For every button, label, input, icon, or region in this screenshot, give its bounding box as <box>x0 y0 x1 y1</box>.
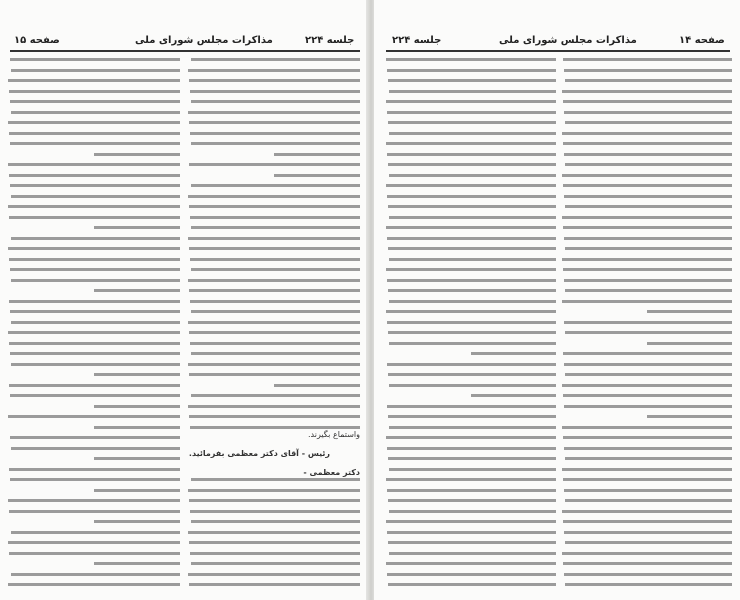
text-line <box>388 121 556 124</box>
text-line <box>388 457 556 460</box>
text-line <box>562 174 732 177</box>
text-line <box>188 363 360 366</box>
speaker-line: رئیس - آقای دکتر معظمی بفرمائید. <box>188 449 330 458</box>
text-line <box>190 552 360 555</box>
text-line <box>562 384 732 387</box>
text-line <box>190 342 360 345</box>
text-column <box>562 56 732 591</box>
text-line <box>11 279 180 282</box>
text-line <box>10 100 180 103</box>
text-line <box>190 426 360 429</box>
text-line <box>386 142 556 145</box>
text-line <box>9 300 180 303</box>
text-line <box>189 583 360 586</box>
text-line <box>274 153 360 156</box>
text-line <box>647 310 732 313</box>
text-line <box>565 289 732 292</box>
text-line <box>189 541 360 544</box>
text-line <box>189 121 360 124</box>
text-line <box>189 289 360 292</box>
text-line <box>8 541 180 544</box>
text-line <box>387 111 556 114</box>
text-line <box>387 279 556 282</box>
text-line <box>387 237 556 240</box>
text-line <box>190 300 360 303</box>
text-line <box>10 352 180 355</box>
text-line <box>388 205 556 208</box>
text-line <box>94 289 180 292</box>
text-line <box>188 279 360 282</box>
text-line <box>189 163 360 166</box>
text-line <box>565 121 732 124</box>
text-line <box>387 153 556 156</box>
text-line <box>10 58 180 61</box>
speaker-line: واستماع بگیرند. <box>307 430 360 439</box>
text-line <box>386 310 556 313</box>
text-line <box>564 447 732 450</box>
text-line <box>387 447 556 450</box>
text-line <box>190 132 360 135</box>
text-line <box>188 573 360 576</box>
text-line <box>564 279 732 282</box>
text-line <box>389 300 556 303</box>
text-line <box>94 426 180 429</box>
text-line <box>9 90 180 93</box>
text-line <box>191 184 360 187</box>
text-line <box>190 216 360 219</box>
text-line <box>387 69 556 72</box>
text-line <box>564 573 732 576</box>
text-line <box>11 363 180 366</box>
text-line <box>471 352 556 355</box>
text-line <box>10 142 180 145</box>
text-line <box>389 258 556 261</box>
text-line <box>388 415 556 418</box>
text-line <box>386 100 556 103</box>
text-line <box>188 69 360 72</box>
text-line <box>565 541 732 544</box>
text-line <box>94 153 180 156</box>
text-line <box>564 405 732 408</box>
text-line <box>189 415 360 418</box>
text-line <box>8 331 180 334</box>
text-line <box>191 394 360 397</box>
text-line <box>190 90 360 93</box>
text-line <box>188 237 360 240</box>
text-line <box>188 321 360 324</box>
text-line <box>94 520 180 523</box>
text-line <box>8 415 180 418</box>
text-line <box>189 247 360 250</box>
text-line <box>564 237 732 240</box>
text-line <box>563 562 732 565</box>
text-line <box>11 321 180 324</box>
text-line <box>389 552 556 555</box>
text-line <box>562 552 732 555</box>
text-line <box>563 520 732 523</box>
text-line <box>386 58 556 61</box>
text-line <box>94 373 180 376</box>
text-line <box>387 363 556 366</box>
text-line <box>9 216 180 219</box>
text-line <box>274 384 360 387</box>
text-line <box>190 258 360 261</box>
text-line <box>565 373 732 376</box>
text-line <box>389 342 556 345</box>
text-line <box>565 583 732 586</box>
text-line <box>387 195 556 198</box>
text-line <box>188 405 360 408</box>
text-line <box>386 184 556 187</box>
text-line <box>562 426 732 429</box>
text-line <box>189 205 360 208</box>
text-line <box>191 142 360 145</box>
text-line <box>565 331 732 334</box>
text-line <box>562 90 732 93</box>
text-line <box>387 489 556 492</box>
text-line <box>11 111 180 114</box>
text-line <box>563 478 732 481</box>
text-line <box>564 321 732 324</box>
text-line <box>11 531 180 534</box>
text-line <box>564 531 732 534</box>
text-line <box>11 447 180 450</box>
text-line <box>189 331 360 334</box>
text-line <box>564 363 732 366</box>
text-column <box>386 56 556 591</box>
text-line <box>563 226 732 229</box>
text-line <box>8 583 180 586</box>
text-line <box>563 436 732 439</box>
text-line <box>94 457 180 460</box>
text-line <box>562 132 732 135</box>
page-title: مذاکرات مجلس شورای ملی <box>135 35 273 46</box>
text-line <box>388 499 556 502</box>
text-line <box>389 174 556 177</box>
text-line <box>387 573 556 576</box>
text-line <box>647 415 732 418</box>
text-line <box>94 405 180 408</box>
text-line <box>10 268 180 271</box>
text-line <box>188 489 360 492</box>
text-line <box>389 384 556 387</box>
text-line <box>9 468 180 471</box>
text-line <box>565 205 732 208</box>
text-line <box>191 226 360 229</box>
page-number: صفحه ۱۵ <box>14 35 60 46</box>
text-line <box>389 90 556 93</box>
text-line <box>94 489 180 492</box>
text-line <box>8 79 180 82</box>
text-line <box>563 394 732 397</box>
text-column <box>188 56 360 591</box>
text-line <box>191 478 360 481</box>
text-line <box>563 268 732 271</box>
text-line <box>389 510 556 513</box>
text-line <box>9 552 180 555</box>
text-line <box>10 184 180 187</box>
text-line <box>9 132 180 135</box>
text-line <box>388 247 556 250</box>
text-line <box>191 520 360 523</box>
text-line <box>188 531 360 534</box>
speaker-line: دکتر معظمی - <box>303 467 360 477</box>
text-line <box>9 384 180 387</box>
text-line <box>189 373 360 376</box>
text-line <box>9 174 180 177</box>
text-line <box>8 121 180 124</box>
left-page <box>0 0 368 600</box>
text-line <box>8 499 180 502</box>
text-line <box>191 562 360 565</box>
text-line <box>188 111 360 114</box>
text-line <box>8 247 180 250</box>
text-line <box>389 468 556 471</box>
text-line <box>94 562 180 565</box>
text-line <box>9 258 180 261</box>
text-line <box>10 394 180 397</box>
text-line <box>191 310 360 313</box>
text-line <box>386 562 556 565</box>
text-line <box>94 226 180 229</box>
text-line <box>563 184 732 187</box>
text-line <box>388 541 556 544</box>
text-line <box>471 394 556 397</box>
text-line <box>386 478 556 481</box>
text-line <box>191 100 360 103</box>
text-line <box>564 153 732 156</box>
text-line <box>563 100 732 103</box>
text-line <box>562 468 732 471</box>
text-line <box>388 583 556 586</box>
text-line <box>389 132 556 135</box>
text-line <box>10 478 180 481</box>
text-line <box>274 174 360 177</box>
text-line <box>562 510 732 513</box>
text-line <box>563 352 732 355</box>
text-line <box>386 268 556 271</box>
text-line <box>565 499 732 502</box>
text-line <box>386 436 556 439</box>
header-rule <box>10 50 360 52</box>
text-line <box>388 163 556 166</box>
text-line <box>563 142 732 145</box>
text-line <box>564 195 732 198</box>
text-line <box>191 268 360 271</box>
text-line <box>388 289 556 292</box>
text-line <box>564 69 732 72</box>
text-line <box>565 457 732 460</box>
session-number: جلسه ۲۲۴ <box>392 35 442 46</box>
text-line <box>8 205 180 208</box>
text-line <box>387 531 556 534</box>
text-line <box>647 342 732 345</box>
text-line <box>190 510 360 513</box>
text-line <box>8 163 180 166</box>
text-column <box>8 56 180 591</box>
text-line <box>11 69 180 72</box>
page-title: مذاکرات مجلس شورای ملی <box>499 35 637 46</box>
text-line <box>188 195 360 198</box>
text-line <box>565 79 732 82</box>
text-line <box>388 331 556 334</box>
text-line <box>388 373 556 376</box>
text-line <box>189 499 360 502</box>
text-line <box>386 226 556 229</box>
text-line <box>387 321 556 324</box>
text-line <box>565 163 732 166</box>
text-line <box>191 352 360 355</box>
text-line <box>564 111 732 114</box>
text-line <box>387 405 556 408</box>
header-rule <box>386 50 730 52</box>
text-line <box>10 310 180 313</box>
text-line <box>389 216 556 219</box>
text-line <box>9 342 180 345</box>
text-line <box>386 520 556 523</box>
text-line <box>565 247 732 250</box>
text-line <box>191 58 360 61</box>
session-number: جلسه ۲۲۴ <box>305 35 355 46</box>
text-line <box>562 258 732 261</box>
text-line <box>562 216 732 219</box>
text-line <box>388 79 556 82</box>
text-line <box>563 58 732 61</box>
text-line <box>11 237 180 240</box>
right-page <box>374 0 740 600</box>
text-line <box>11 195 180 198</box>
text-line <box>9 510 180 513</box>
text-line <box>562 300 732 303</box>
page-number: صفحه ۱۴ <box>679 35 725 46</box>
text-line <box>564 489 732 492</box>
text-line <box>10 436 180 439</box>
text-line <box>11 573 180 576</box>
text-line <box>389 426 556 429</box>
text-line <box>189 79 360 82</box>
